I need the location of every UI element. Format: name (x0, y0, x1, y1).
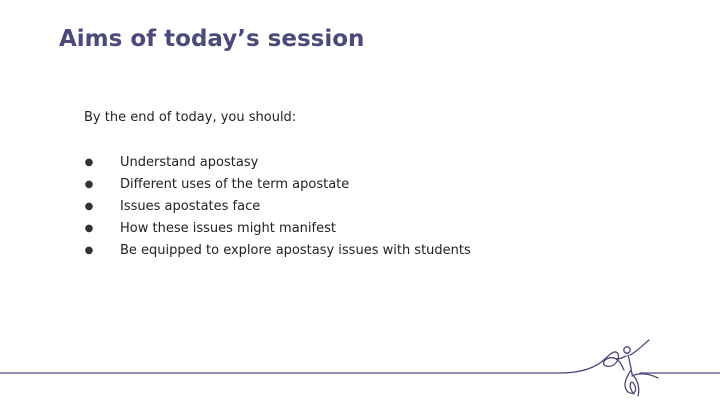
leaping-figure-icon (614, 340, 658, 396)
slide-title: Aims of today’s session (59, 26, 365, 52)
footer-line (0, 352, 624, 373)
bullet-icon: ● (84, 245, 94, 256)
list-item-text: How these issues might manifest (120, 221, 336, 236)
list-item-text: Be equipped to explore apostasy issues with students (120, 243, 471, 258)
list-item-text: Issues apostates face (120, 199, 261, 214)
bullet-icon: ● (84, 201, 94, 212)
intro-text: By the end of today, you should: (84, 110, 297, 125)
bullet-icon: ● (84, 179, 94, 190)
footer-decoration (0, 330, 720, 405)
list-item-text: Understand apostasy (120, 155, 259, 170)
bullet-icon: ● (84, 157, 94, 168)
list-item-text: Different uses of the term apostate (120, 177, 350, 192)
bullet-icon: ● (84, 223, 94, 234)
